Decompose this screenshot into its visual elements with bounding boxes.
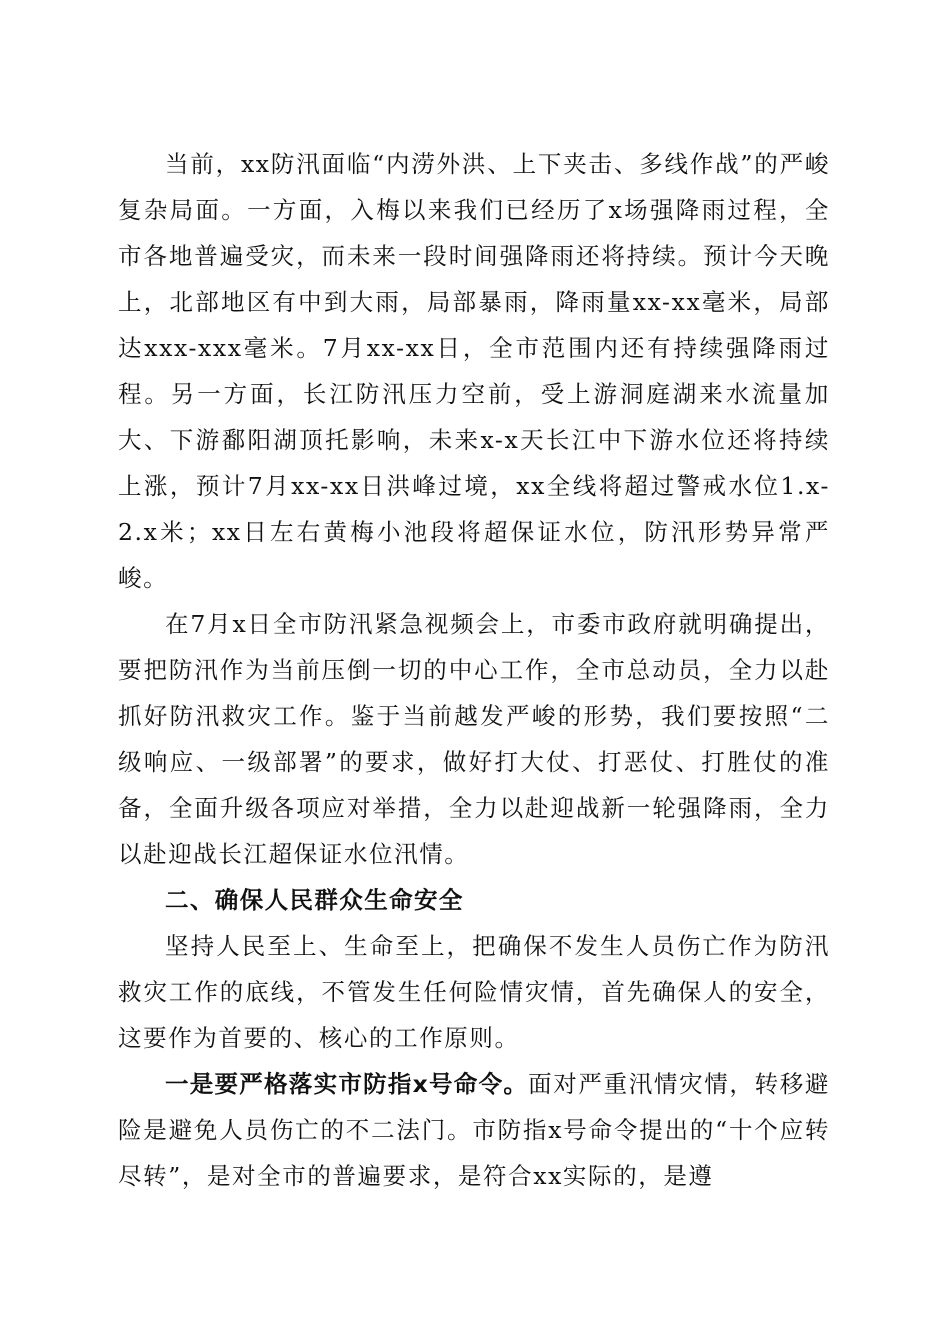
document-body	[118, 141, 830, 1199]
paragraph-order-implementation	[118, 1061, 830, 1199]
paragraph-emergency-meeting: 在7月x日全市防汛紧急视频会上，市委市政府就明确提出，要把防汛作为当前压倒一切的中心工作，全市总动员，全力以赴抓好防汛救灾工作。鉴于当前越发严峻的形势，我们要按照“二级响应、一级部署”的要求，做好打大仗、打恶仗、打胜仗的准备，全面升级各项应对举措，全力以赴迎战新一轮强降雨，全力以赴迎战长江超保证水位汛情。	[118, 610, 830, 868]
section-heading: 二、确保人民群众生命安全	[165, 886, 464, 914]
paragraph-people-first: 坚持人民至上、生命至上，把确保不发生人员伤亡作为防汛救灾工作的底线，不管发生任何险情灾情，首先确保人的安全，这要作为首要的、核心的工作原则。	[118, 932, 830, 1052]
paragraph-lead-text: 一是要严格落实市防指x号命令。	[165, 1070, 529, 1098]
paragraph-flood-situation: 当前，xx防汛面临“内涝外洪、上下夹击、多线作战”的严峻复杂局面。一方面，入梅以来我们已经历了x场强降雨过程，全市各地普遍受灾，而未来一段时间强降雨还将持续。预计今天晚上，北部地区有中到大雨，局部暴雨，降雨量xx-xx毫米，局部达xxx-xxx毫米。7月xx-xx日，全市范围内还有持续强降雨过程。另一方面，长江防汛压力空前，受上游洞庭湖来水流量加大、下游鄱阳湖顶托影响，未来x-x天长江中下游水位还将持续上涨，预计7月xx-xx日洪峰过境，xx全线将超过警戒水位1.x-2.x米；xx日左右黄梅小池段将超保证水位，防汛形势异常严峻。	[118, 150, 830, 592]
paragraph-body-text: 面对严重汛情灾情，转移避险是避免人员伤亡的不二法门。市防指x号命令提出的“十个应转尽转”，是对全市的普遍要求，是符合xx实际的，是遵	[118, 1070, 830, 1190]
